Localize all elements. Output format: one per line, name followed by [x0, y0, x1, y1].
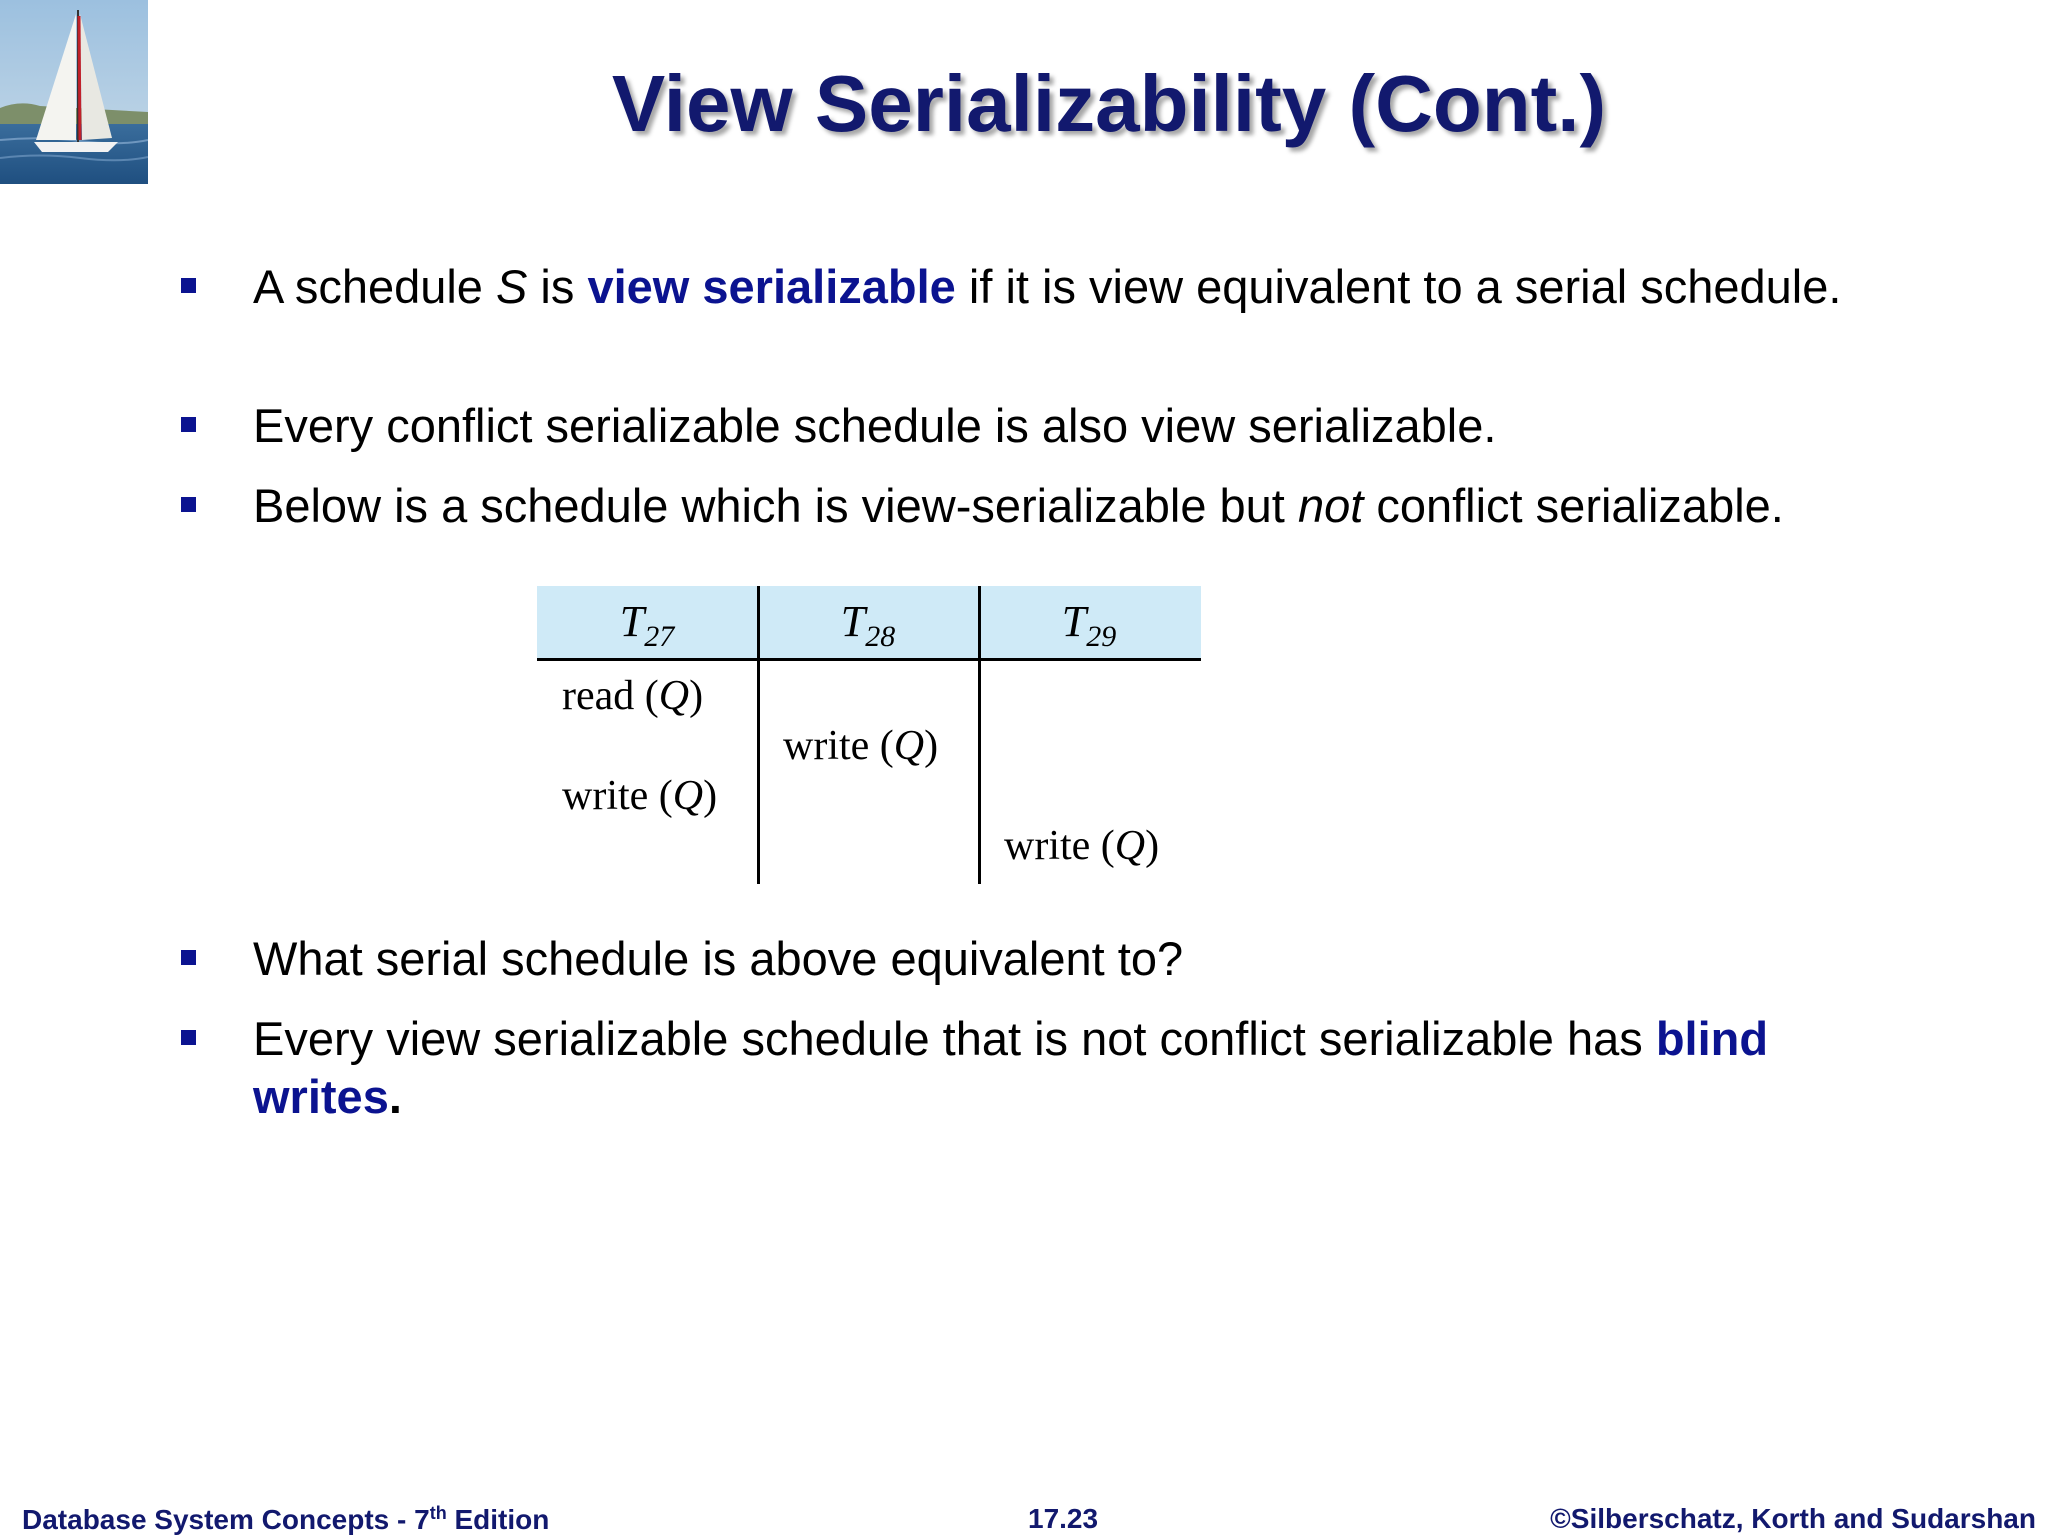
sailboat-icon	[0, 0, 148, 184]
column-header-t29: $T_{29}$	[1061, 597, 1117, 653]
operation: write (Q)	[1004, 823, 1160, 869]
bullet-marker	[181, 950, 196, 965]
schedule-table	[537, 586, 1201, 886]
sailboat-logo	[0, 0, 148, 184]
slide-title: View Serializability (Cont.)	[611, 59, 1607, 148]
bullet-text: Every view serializable schedule that is not conflict serializable has blind writes.	[253, 1012, 1769, 1123]
footer-book-title: Database System Concepts - 7th Edition	[22, 1503, 550, 1535]
bullet-marker	[181, 1030, 196, 1045]
footer-copyright: ©Silberschatz, Korth and Sudarshan	[1550, 1503, 2036, 1534]
column-header-t28: $T_{28}$	[840, 597, 896, 653]
bullet-marker	[181, 497, 196, 512]
bullet-text: What serial schedule is above equivalent to?	[253, 932, 1184, 985]
operation: read (Q)	[562, 673, 704, 719]
bullet-text: Every conflict serializable schedule is also view serializable.	[253, 399, 1497, 452]
operation: write (Q)	[783, 723, 939, 769]
bullet-text: Below is a schedule which is view-serializable but not conflict serializable.	[253, 479, 1784, 532]
header-divider	[537, 658, 1201, 661]
bullet-text: A schedule S is view serializable if it is view equivalent to a serial schedule.	[253, 260, 1842, 313]
column-header-t27: $T_{27}$	[619, 597, 675, 653]
footer-page-number: 17.23	[1028, 1503, 1099, 1534]
bullet-marker	[181, 278, 196, 293]
term-blind-writes: blind writes	[253, 1012, 1769, 1123]
bullet-marker	[181, 417, 196, 432]
operation: write (Q)	[562, 773, 718, 819]
term-view-serializable: view serializable	[587, 260, 956, 313]
